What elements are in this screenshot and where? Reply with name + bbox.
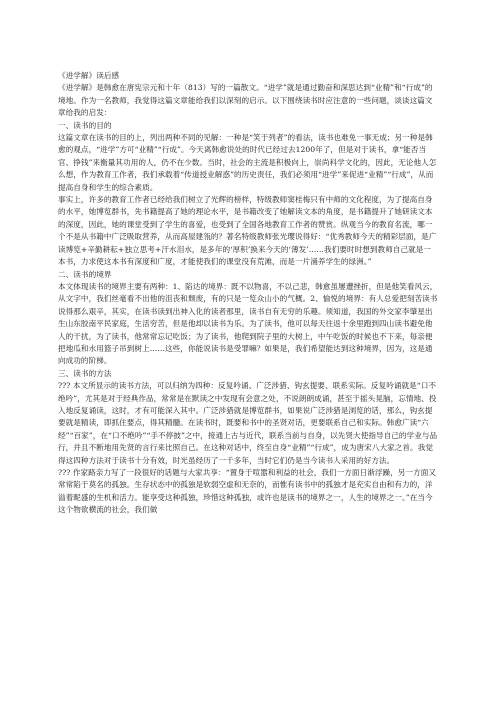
intro-paragraph: 《进学解》是韩愈在唐宪宗元和十年（813）写的一篇散文。“进学”就是通过勤奋和深思达到“业精”和“行成”的境地。作为一名教师，我觉得这篇文章能给我们以深刻的启示。以下围绕读书时应注意的一些问题，谈谈这篇文章给我的启发：	[58, 83, 433, 118]
section1-paragraph-2: 事实上，许多的教育工作者已经给我们树立了光辉的榜样，特级教师窦桂梅只有中师的文化程度，为了提高自身的水平，她博览群书，先书籍提高了她的理论水平，是书籍改变了她解读文本的角度，是书籍提升了她研读文本的深度，因此，她的课堂受到了学生的喜爱，也受到了全国各地教育工作者的赞赏。纵观当今的教育名流，哪一个不是从书籍中广泛吸取营养，从而高屋建瓴的？著名特级教师张光璎说得好：“优秀教师今天的精彩层面，是广读博览+辛勤耕耘+独立思考+汗水泪水，是多年的‘厚积’换来今天的‘薄发’……我们要时时想到教师自己就是一本书，力求使这本书有深度和广度，才能使我们的课堂没有荒滩，而是一片涌养学生的绿洲。”	[58, 195, 437, 267]
section-heading-method: 三、读书的方法	[58, 368, 112, 378]
document-title: 《进学解》读后感	[58, 71, 120, 80]
section3-paragraph-1: ??? 本文所显示的读书方法，可以归纳为四种：反复吟诵、广泛涉猎、钩玄提要、联系实际。反复吟诵就是“口不绝吟”，尤其是对于经典作品，常常是在默读之中发现有会意之处，不说朗朗成诵，甚至于摇头晃脑，忘情地、投入地反复诵读，这时，才有可能深入其中。广泛涉猎就是博览群书，如果说广泛涉猎是浏览的话，那么，钩玄提要就是精读，即抓住要点，得其精髓。在读书时，既要和书中的圣贤对话，更要联系自己和实际。韩愈广读“六经”“百家”，在“口不绝吟”“手不停披”之中，接通上古与近代，联系当前与自身，以先贤大使指导自己的学业与品行，并且不断地用先贤的言行来比照自己。在这种对话中，终至自身“业精”“行成”，成为唐宋八大家之首。我觉得这四种方法对于读书十分有效，时光虽经历了一千多年，当时它们仍是当今读书人采用的好方法。	[58, 381, 438, 465]
section2-paragraph-1: 本文体现读书的境界主要有两种：1、陷达的境界：既不以物喜，不以己悲，韩愈虽屡遭挫折，但是他笑看风云，从文字中，我们丝毫看不出他的沮丧和颓废，有的只是一览众山小的气概。2、愉悦的境界：有人总爱把刻苦读书说得那么艰辛，其实，在读书读到出神入化的读者那里，读书自有无穷的乐趣。须知道，我国的外交家李肇星出生山东胶南平民家庭，生活穷苦，但是他却以读书为乐。为了读书，他可以每天往返十余里跑到四山读书避免他人的干扰，为了读书，他常常忘记吃饭；为了读书，他爬到院子里的大树上，中午吃饭的时候也不下来，每亲便把地瓜和水用篮子吊到树上……这些，你能说读书是受罪嘛？如果是，我们希望能达到这种境界，因为，这是通向成功的阶梯。	[58, 281, 438, 366]
section-heading-purpose: 一、读书的目的	[58, 120, 112, 130]
document-body	[58, 70, 438, 517]
section3-paragraph-2: ??? 作家路亲力写了一段很好的话题与大家共享：“置身于喧嚣和利益的社会，我们一方面日渐浮躁，另一方面又常常陷于莫名的孤独。生存状态中的孤独是软弱空虚和无奈的，而惟有读书中的孤独才是充实自由和有力的，洋溢着昵盛的生机和活力。能享受这种孤独，珍惜这种孤独，或许也是读书的境界之一，人生的境界之一。”在当今这个物欲横流的社会，我们做	[58, 468, 437, 515]
section1-paragraph-1: 这篇文章在读书的目的上，列出两种不同的见解：一种是“笑于列者”的看法，读书也难免一事无成；另一种是韩愈的观点，“进学”方可“业精”“行成”。今天离韩愈说处的时代已经过去1200年了，但是对于读书，拿“能否当官、挣钱”来衡量其功用的人，仍不在少数。当时，社会的主流是积极向上，崇尚科学文化的，因此，无论他人怎么想，作为教育工作者，我们承载着“传道授业解惑”的历史责任，我们必须用“进学”来促进“业精”“行成”，从而提高自身和学生的综合素质。	[58, 133, 437, 192]
section-heading-realm: 二、读书的境界	[58, 269, 112, 279]
